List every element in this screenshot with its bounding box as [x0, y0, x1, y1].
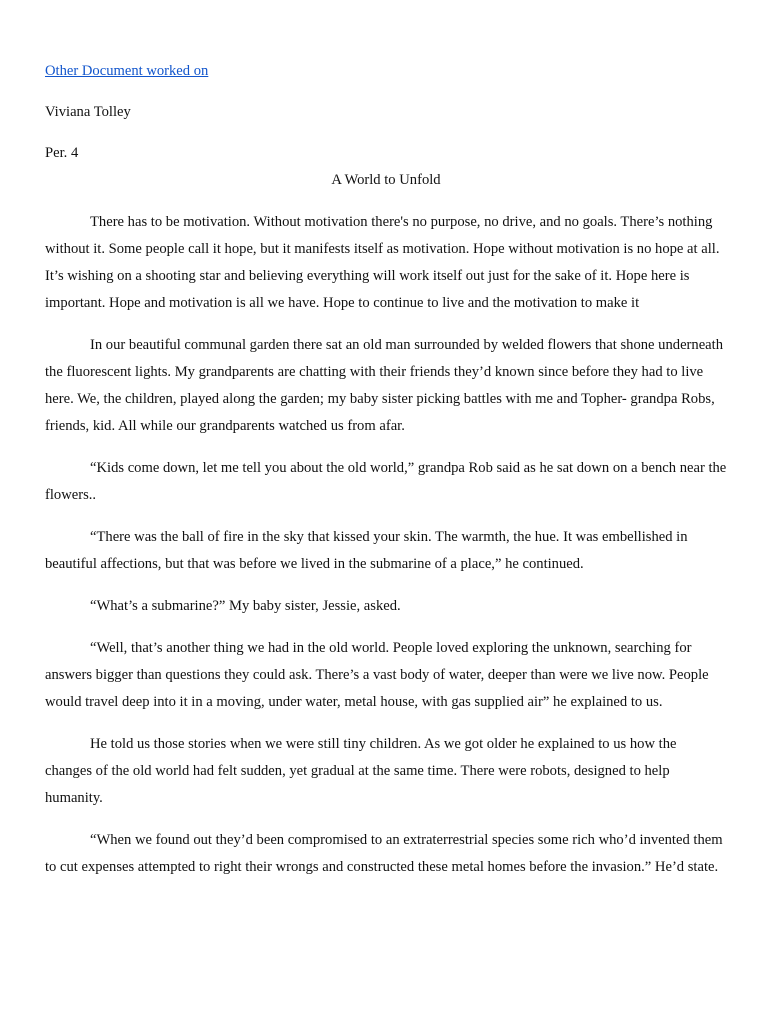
document-page [45, 58, 727, 881]
body-paragraph: He told us those stories when we were still tiny children. As we got older he explained to us how the changes of the old world had felt sudden, yet gradual at the same time. There were robots, designed to help humanity. [45, 736, 677, 806]
body-paragraph: “When we found out they’d been compromised to an extraterrestrial species some rich who’d invented them to cut expenses attempted to right their wrongs and constructed these metal homes before the invasion.” He’d state. [45, 832, 723, 875]
other-document-link[interactable]: Other Document worked on [45, 63, 209, 79]
body-paragraph: “There was the ball of fire in the sky that kissed your skin. The warmth, the hue. It was embellished in beautiful affections, but that was before we lived in the submarine of a place,” he continued. [45, 529, 688, 572]
body-paragraph: “Well, that’s another thing we had in the old world. People loved exploring the unknown, searching for answers bigger than questions they could ask. There’s a vast body of water, deeper than were we live now. People would travel deep into it in a moving, under water, metal house, with gas supplied air” he explained to us. [45, 640, 709, 710]
document-title: A World to Unfold [331, 172, 441, 188]
body-paragraph: “Kids come down, let me tell you about the old world,” grandpa Rob said as he sat down on a bench near the flowers.. [45, 460, 727, 503]
author-name: Viviana Tolley [45, 104, 131, 120]
class-period: Per. 4 [45, 145, 79, 161]
body-paragraph: “What’s a submarine?” My baby sister, Jessie, asked. [90, 598, 401, 614]
body-paragraph: There has to be motivation. Without motivation there's no purpose, no drive, and no goals. There’s nothing without it. Some people call it hope, but it manifests itself as motivation. Hope without motivation is no hope at all. It’s wishing on a shooting star and believing everything will work itself out just for the sake of it. Hope here is important. Hope and motivation is all we have. Hope to continue to live and the motivation to make it [45, 214, 720, 311]
body-paragraph: In our beautiful communal garden there sat an old man surrounded by welded flowers that shone underneath the fluorescent lights. My grandparents are chatting with their friends they’d known since before they had to live here. We, the children, played along the garden; my baby sister picking battles with me and Topher- grandpa Robs, friends, kid. All while our grandparents watched us from afar. [45, 337, 724, 434]
document-link-line [45, 58, 727, 85]
